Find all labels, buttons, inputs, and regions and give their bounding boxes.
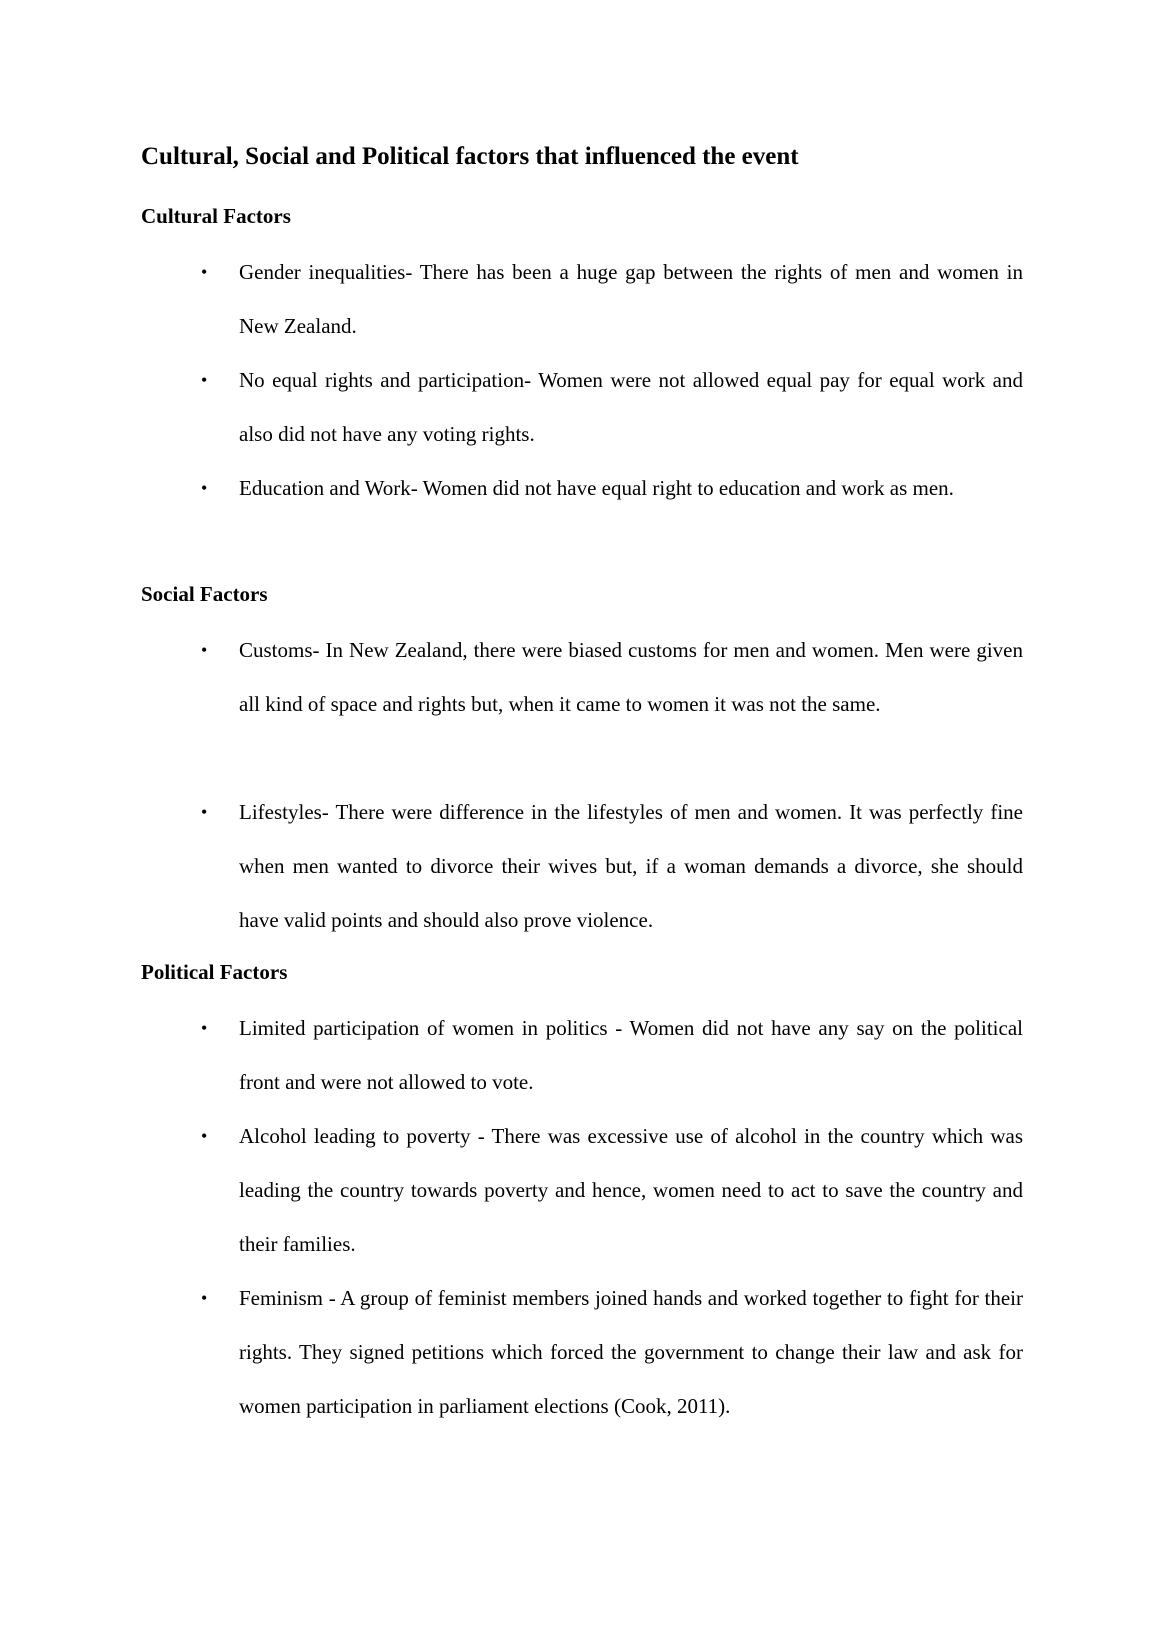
list-item-text: Lifestyles- There were difference in the lifestyles of men and women. It was perfectly fine when men wanted to divorce their wives but, if a woman demands a divorce, she should have valid points and should also prove violence. bbox=[239, 800, 1023, 932]
list-item-text: Customs- In New Zealand, there were biased customs for men and women. Men were given all kind of space and rights but, when it came to women it was not the same. bbox=[239, 638, 1023, 716]
list-item-text: Education and Work- Women did not have equal right to education and work as men. bbox=[239, 476, 954, 500]
bullet-icon: • bbox=[201, 1126, 208, 1146]
list-item-text: Alcohol leading to poverty - There was excessive use of alcohol in the country which was leading the country towards poverty and hence, women need to act to save the country and their families. bbox=[239, 1124, 1023, 1256]
bullet-icon: • bbox=[201, 802, 208, 822]
bullet-icon: • bbox=[201, 370, 208, 390]
section-heading-cultural: Cultural Factors bbox=[141, 204, 291, 228]
bullet-icon: • bbox=[201, 640, 208, 660]
list-item-text: Limited participation of women in politics - Women did not have any say on the political front and were not allowed to vote. bbox=[239, 1016, 1023, 1094]
bullet-icon: • bbox=[201, 1018, 208, 1038]
bullet-icon: • bbox=[201, 478, 208, 498]
bullet-icon: • bbox=[201, 262, 208, 282]
list-item-text: No equal rights and participation- Women were not allowed equal pay for equal work and also did not have any voting rights. bbox=[239, 368, 1023, 446]
section-heading-political: Political Factors bbox=[141, 960, 288, 984]
page-title: Cultural, Social and Political factors that influenced the event bbox=[141, 143, 799, 170]
list-item-text: Feminism - A group of feminist members joined hands and worked together to fight for their rights. They signed petitions which forced the government to change their law and ask for women participation in parliament elections (Cook, 2011). bbox=[239, 1286, 1023, 1418]
section-heading-social: Social Factors bbox=[141, 582, 268, 606]
bullet-icon: • bbox=[201, 1288, 208, 1308]
list-item-text: Gender inequalities- There has been a huge gap between the rights of men and women in New Zealand. bbox=[239, 260, 1023, 338]
